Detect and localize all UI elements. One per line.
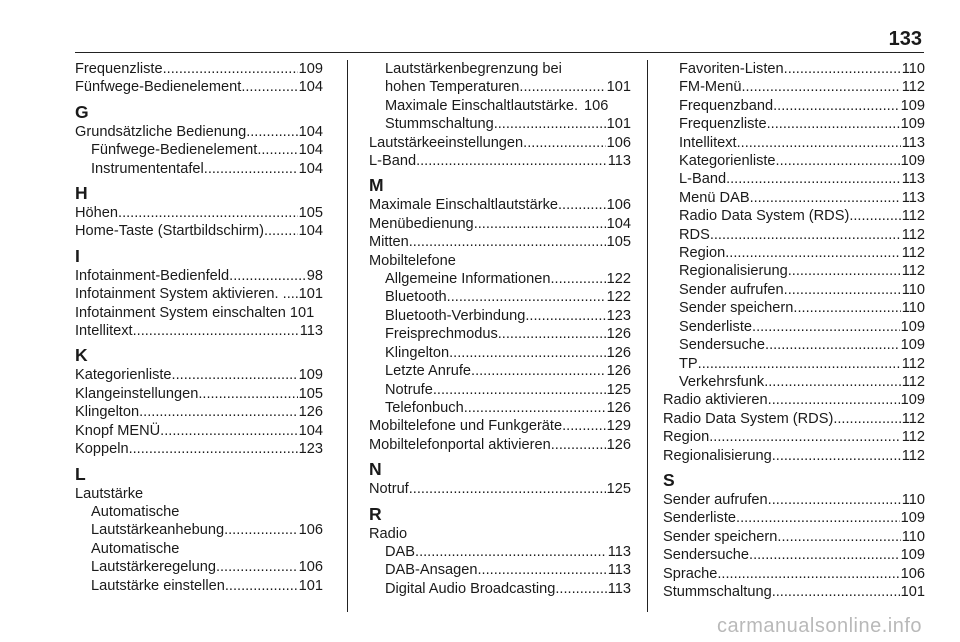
entry-page: 101 bbox=[606, 79, 631, 96]
entry-page: 106 bbox=[606, 197, 631, 214]
index-subentry[interactable] bbox=[369, 399, 631, 417]
entry-term: Sender aufrufen bbox=[663, 491, 768, 508]
index-subentry[interactable] bbox=[369, 543, 631, 561]
index-subentry[interactable] bbox=[369, 325, 631, 343]
index-subentry[interactable] bbox=[369, 288, 631, 306]
entry-term: Region bbox=[679, 245, 726, 262]
entry-page: 109 bbox=[900, 97, 925, 114]
entry-term: Regionalisierung bbox=[679, 263, 788, 280]
entry-page: 122 bbox=[606, 271, 631, 288]
entry-term: Menübedienung bbox=[369, 215, 474, 232]
entry-term: Lautstärkeeinstellungen bbox=[369, 134, 524, 151]
index-entry[interactable] bbox=[663, 528, 925, 546]
entry-term: Regionalisierung bbox=[663, 447, 772, 464]
entry-term: Radio Data System (RDS) bbox=[679, 208, 850, 225]
index-subentry[interactable] bbox=[663, 97, 925, 115]
entry-term: Mobiltelefone und Funkgeräte bbox=[369, 418, 563, 435]
index-subentry[interactable] bbox=[369, 362, 631, 380]
entry-page: 106 bbox=[298, 559, 323, 576]
index-subentry[interactable] bbox=[369, 307, 631, 325]
index-subentry[interactable] bbox=[369, 580, 631, 598]
entry-term: Mobiltelefonportal aktivieren bbox=[369, 436, 551, 453]
entry-page: 126 bbox=[606, 399, 631, 416]
entry-term: Telefonbuch bbox=[385, 399, 464, 416]
entry-page: 113 bbox=[901, 189, 925, 206]
entry-term: Klangeinstellungen bbox=[75, 385, 199, 402]
entry-term: Stummschaltung bbox=[385, 116, 494, 133]
entry-page: 125 bbox=[606, 481, 631, 498]
entry-term: Grundsätzliche Bedienung bbox=[75, 123, 247, 140]
index-heading: Mobiltelefone bbox=[369, 252, 456, 269]
entry-page: 104 bbox=[298, 123, 323, 140]
index-subentry[interactable] bbox=[75, 521, 323, 539]
section-letter: L bbox=[75, 463, 86, 484]
entry-term: Intellitext bbox=[679, 134, 737, 151]
index-entry[interactable] bbox=[369, 152, 631, 170]
index-entry[interactable] bbox=[663, 491, 925, 509]
index-subentry[interactable] bbox=[663, 299, 925, 317]
section-letter: S bbox=[663, 469, 675, 490]
section-letter: N bbox=[369, 459, 382, 480]
index-entry[interactable] bbox=[75, 366, 323, 384]
entry-page: 110 bbox=[901, 300, 925, 317]
index-subentry[interactable] bbox=[369, 344, 631, 362]
entry-page: 112 bbox=[901, 355, 925, 372]
index-subentry[interactable] bbox=[663, 60, 925, 78]
entry-term: Klingelton bbox=[75, 404, 140, 421]
entry-term: hohen Temperaturen bbox=[385, 79, 520, 96]
index-subheading: Automatische bbox=[91, 503, 180, 520]
index-entry[interactable] bbox=[75, 322, 323, 340]
entry-term: Instrumententafel bbox=[91, 160, 204, 177]
entry-term: Letzte Anrufe bbox=[385, 363, 472, 380]
index-entry[interactable] bbox=[663, 583, 925, 601]
entry-term: L-Band bbox=[369, 153, 417, 170]
entry-page: 109 bbox=[900, 547, 925, 564]
entry-page: 112 bbox=[901, 226, 925, 243]
section-letter: G bbox=[75, 101, 89, 122]
entry-term: Fünfwege-Bedienelement bbox=[75, 79, 242, 96]
entry-term: Infotainment System aktivieren. . bbox=[75, 286, 287, 303]
index-subentry[interactable] bbox=[663, 244, 925, 262]
index-subentry[interactable] bbox=[663, 281, 925, 299]
entry-page: 126 bbox=[606, 363, 631, 380]
index-entry[interactable] bbox=[663, 565, 925, 583]
entry-page: 113 bbox=[607, 580, 631, 597]
entry-term: FM-Menü bbox=[679, 79, 742, 96]
entry-term: Infotainment System einschalten bbox=[75, 304, 286, 321]
index-subentry[interactable] bbox=[663, 355, 925, 373]
entry-term: Mitten bbox=[369, 234, 409, 251]
index-subentry[interactable] bbox=[75, 160, 323, 178]
entry-term: DAB bbox=[385, 543, 416, 560]
entry-term: Senderliste bbox=[679, 318, 753, 335]
index-subentry[interactable] bbox=[369, 561, 631, 579]
entry-page: 104 bbox=[298, 142, 323, 159]
index-subentry[interactable] bbox=[663, 336, 925, 354]
entry-term: Kategorienliste bbox=[679, 153, 776, 170]
entry-page: 126 bbox=[606, 326, 631, 343]
index-subentry[interactable] bbox=[663, 152, 925, 170]
index-subentry[interactable] bbox=[369, 78, 631, 96]
index-heading: Radio bbox=[369, 525, 408, 542]
entry-term: Höhen bbox=[75, 205, 119, 222]
entry-page: 113 bbox=[901, 171, 925, 188]
index-entry[interactable] bbox=[75, 422, 323, 440]
entry-page: 112 bbox=[901, 79, 925, 96]
entry-term: Sender aufrufen bbox=[679, 281, 784, 298]
entry-page: 109 bbox=[900, 337, 925, 354]
index-entry[interactable] bbox=[75, 60, 323, 78]
entry-term: Maximale Einschaltlautstärke. bbox=[385, 97, 579, 114]
entry-term: L-Band bbox=[679, 171, 727, 188]
index-entry[interactable] bbox=[663, 428, 925, 446]
entry-page: 113 bbox=[901, 134, 925, 151]
entry-page: 129 bbox=[606, 418, 631, 435]
entry-term: Menü DAB bbox=[679, 189, 750, 206]
entry-page: 109 bbox=[298, 61, 323, 77]
index-entry[interactable] bbox=[75, 222, 323, 240]
entry-page: 106 bbox=[584, 97, 609, 114]
index-subentry[interactable] bbox=[369, 97, 631, 115]
entry-term: Notrufe bbox=[385, 381, 433, 398]
entry-page: 112 bbox=[901, 245, 925, 262]
index-subentry[interactable] bbox=[663, 78, 925, 96]
index-entry[interactable] bbox=[369, 215, 631, 233]
entry-term: Radio aktivieren bbox=[663, 392, 768, 409]
index-subentry[interactable] bbox=[75, 558, 323, 576]
entry-page: 104 bbox=[606, 215, 631, 232]
entry-term: Notruf bbox=[369, 481, 409, 498]
index-entry[interactable] bbox=[75, 304, 323, 322]
entry-page: 105 bbox=[298, 385, 323, 402]
index-entry[interactable] bbox=[75, 385, 323, 403]
entry-term: Lautstärkeanhebung bbox=[91, 522, 225, 539]
index-subentry[interactable] bbox=[663, 226, 925, 244]
entry-term: Freisprechmodus bbox=[385, 326, 498, 343]
page-number: 133 bbox=[888, 28, 922, 50]
index-subentry[interactable] bbox=[369, 270, 631, 288]
entry-term: Digital Audio Broadcasting bbox=[385, 580, 556, 597]
entry-page: 112 bbox=[901, 263, 925, 280]
entry-term: Sprache bbox=[663, 565, 718, 582]
entry-page: 123 bbox=[606, 307, 631, 324]
entry-page: 110 bbox=[901, 61, 925, 77]
index-subentry[interactable] bbox=[663, 373, 925, 391]
index-entry[interactable] bbox=[369, 196, 631, 214]
entry-page: 106 bbox=[298, 522, 323, 539]
index-subentry[interactable] bbox=[75, 141, 323, 159]
column-divider bbox=[347, 60, 348, 612]
entry-term: Verkehrsfunk bbox=[679, 373, 765, 390]
index-subentry[interactable] bbox=[663, 134, 925, 152]
index-subheading: Lautstärkenbegrenzung bei bbox=[385, 61, 562, 77]
index-entry[interactable] bbox=[663, 410, 925, 428]
entry-page: 112 bbox=[901, 373, 925, 390]
index-subentry[interactable] bbox=[663, 115, 925, 133]
entry-page: 112 bbox=[901, 447, 925, 464]
entry-term: DAB-Ansagen bbox=[385, 562, 478, 579]
index-entry[interactable] bbox=[75, 78, 323, 96]
index-subentry[interactable] bbox=[369, 381, 631, 399]
entry-term: RDS bbox=[679, 226, 710, 243]
entry-term: Maximale Einschaltlautstärke bbox=[369, 197, 558, 214]
index-column-3 bbox=[663, 60, 925, 601]
index-entry[interactable] bbox=[369, 480, 631, 498]
index-entry[interactable] bbox=[369, 233, 631, 251]
entry-term: Lautstärke einstellen bbox=[91, 577, 225, 594]
entry-page: 125 bbox=[606, 381, 631, 398]
index-entry[interactable] bbox=[663, 391, 925, 409]
index-entry[interactable] bbox=[75, 123, 323, 141]
entry-page: 110 bbox=[901, 281, 925, 298]
index-entry[interactable] bbox=[663, 447, 925, 465]
entry-page: 101 bbox=[289, 304, 315, 321]
entry-page: 104 bbox=[298, 160, 323, 177]
entry-page: 113 bbox=[607, 562, 631, 579]
entry-page: 106 bbox=[900, 565, 925, 582]
entry-page: 112 bbox=[901, 429, 925, 446]
section-letter: I bbox=[75, 245, 80, 266]
entry-term: Knopf MENÜ bbox=[75, 422, 161, 439]
index-subentry[interactable] bbox=[369, 115, 631, 133]
entry-page: 109 bbox=[900, 392, 925, 409]
entry-page: 126 bbox=[606, 344, 631, 361]
section-letter: K bbox=[75, 345, 88, 366]
entry-page: 101 bbox=[900, 583, 925, 600]
entry-page: 106 bbox=[606, 134, 631, 151]
entry-term: Sender speichern bbox=[679, 300, 794, 317]
entry-page: 113 bbox=[607, 153, 631, 170]
header-rule bbox=[75, 52, 924, 53]
entry-page: 126 bbox=[606, 436, 631, 453]
index-entry[interactable] bbox=[75, 204, 323, 222]
entry-term: Bluetooth-Verbindung bbox=[385, 307, 526, 324]
entry-term: Kategorienliste bbox=[75, 367, 172, 384]
entry-term: TP bbox=[679, 355, 698, 372]
index-subentry[interactable] bbox=[663, 262, 925, 280]
index-column-2 bbox=[369, 60, 631, 598]
entry-term: Sendersuche bbox=[663, 547, 750, 564]
entry-page: 104 bbox=[298, 79, 323, 96]
entry-page: 105 bbox=[606, 234, 631, 251]
entry-term: Bluetooth bbox=[385, 289, 447, 306]
index-entry[interactable] bbox=[75, 267, 323, 285]
entry-page: 109 bbox=[900, 116, 925, 133]
entry-term: Infotainment-Bedienfeld bbox=[75, 267, 230, 284]
entry-page: 113 bbox=[299, 323, 323, 340]
entry-term: Stummschaltung bbox=[663, 583, 772, 600]
entry-term: Frequenzband bbox=[679, 97, 774, 114]
index-entry[interactable] bbox=[369, 436, 631, 454]
entry-page: 113 bbox=[607, 543, 631, 560]
entry-page: 101 bbox=[606, 116, 631, 133]
entry-page: 109 bbox=[298, 367, 323, 384]
index-entry[interactable] bbox=[75, 440, 323, 458]
index-entry[interactable] bbox=[75, 403, 323, 421]
index-entry[interactable] bbox=[75, 285, 323, 303]
entry-page: 104 bbox=[298, 223, 323, 240]
entry-term: Klingelton bbox=[385, 344, 450, 361]
entry-page: 110 bbox=[901, 528, 925, 545]
entry-term: Senderliste bbox=[663, 510, 737, 527]
entry-page: 109 bbox=[900, 510, 925, 527]
entry-term: Intellitext bbox=[75, 323, 133, 340]
entry-page: 101 bbox=[298, 286, 323, 303]
watermark: carmanualsonline.info bbox=[716, 615, 922, 637]
entry-page: 105 bbox=[298, 205, 323, 222]
entry-term: Sender speichern bbox=[663, 528, 778, 545]
entry-term: Koppeln bbox=[75, 441, 129, 458]
entry-term: Radio Data System (RDS) bbox=[663, 410, 834, 427]
column-divider bbox=[647, 60, 648, 612]
entry-page: 104 bbox=[298, 422, 323, 439]
entry-page: 109 bbox=[900, 153, 925, 170]
entry-term: Region bbox=[663, 429, 710, 446]
entry-term: Lautstärkeregelung bbox=[91, 559, 216, 576]
index-subentry[interactable] bbox=[75, 577, 323, 595]
entry-term: Allgemeine Informationen bbox=[385, 271, 551, 288]
entry-term: Frequenzliste bbox=[679, 116, 767, 133]
index-entry[interactable] bbox=[663, 509, 925, 527]
section-letter: R bbox=[369, 503, 382, 524]
index-subentry[interactable] bbox=[663, 207, 925, 225]
entry-term: Frequenzliste bbox=[75, 61, 163, 77]
index-subentry[interactable] bbox=[663, 170, 925, 188]
index-entry[interactable] bbox=[369, 417, 631, 435]
index-subheading: Automatische bbox=[91, 540, 180, 557]
entry-term: Fünfwege-Bedienelement bbox=[91, 142, 258, 159]
entry-page: 98 bbox=[306, 267, 323, 284]
index-subentry[interactable] bbox=[663, 318, 925, 336]
index-entry[interactable] bbox=[663, 546, 925, 564]
entry-page: 109 bbox=[900, 318, 925, 335]
entry-page: 123 bbox=[298, 441, 323, 458]
index-heading: Lautstärke bbox=[75, 485, 144, 502]
index-subentry[interactable] bbox=[663, 189, 925, 207]
entry-page: 126 bbox=[298, 404, 323, 421]
entry-page: 101 bbox=[298, 577, 323, 594]
entry-term: Favoriten-Listen bbox=[679, 61, 784, 77]
entry-page: 122 bbox=[606, 289, 631, 306]
section-letter: M bbox=[369, 175, 384, 196]
entry-page: 112 bbox=[901, 208, 925, 225]
index-entry[interactable] bbox=[369, 134, 631, 152]
entry-page: 112 bbox=[901, 410, 925, 427]
entry-page: 110 bbox=[901, 491, 925, 508]
entry-term: Home-Taste (Startbildschirm) bbox=[75, 223, 264, 240]
index-column-1 bbox=[75, 60, 323, 595]
entry-term: Sendersuche bbox=[679, 337, 766, 354]
section-letter: H bbox=[75, 183, 88, 204]
